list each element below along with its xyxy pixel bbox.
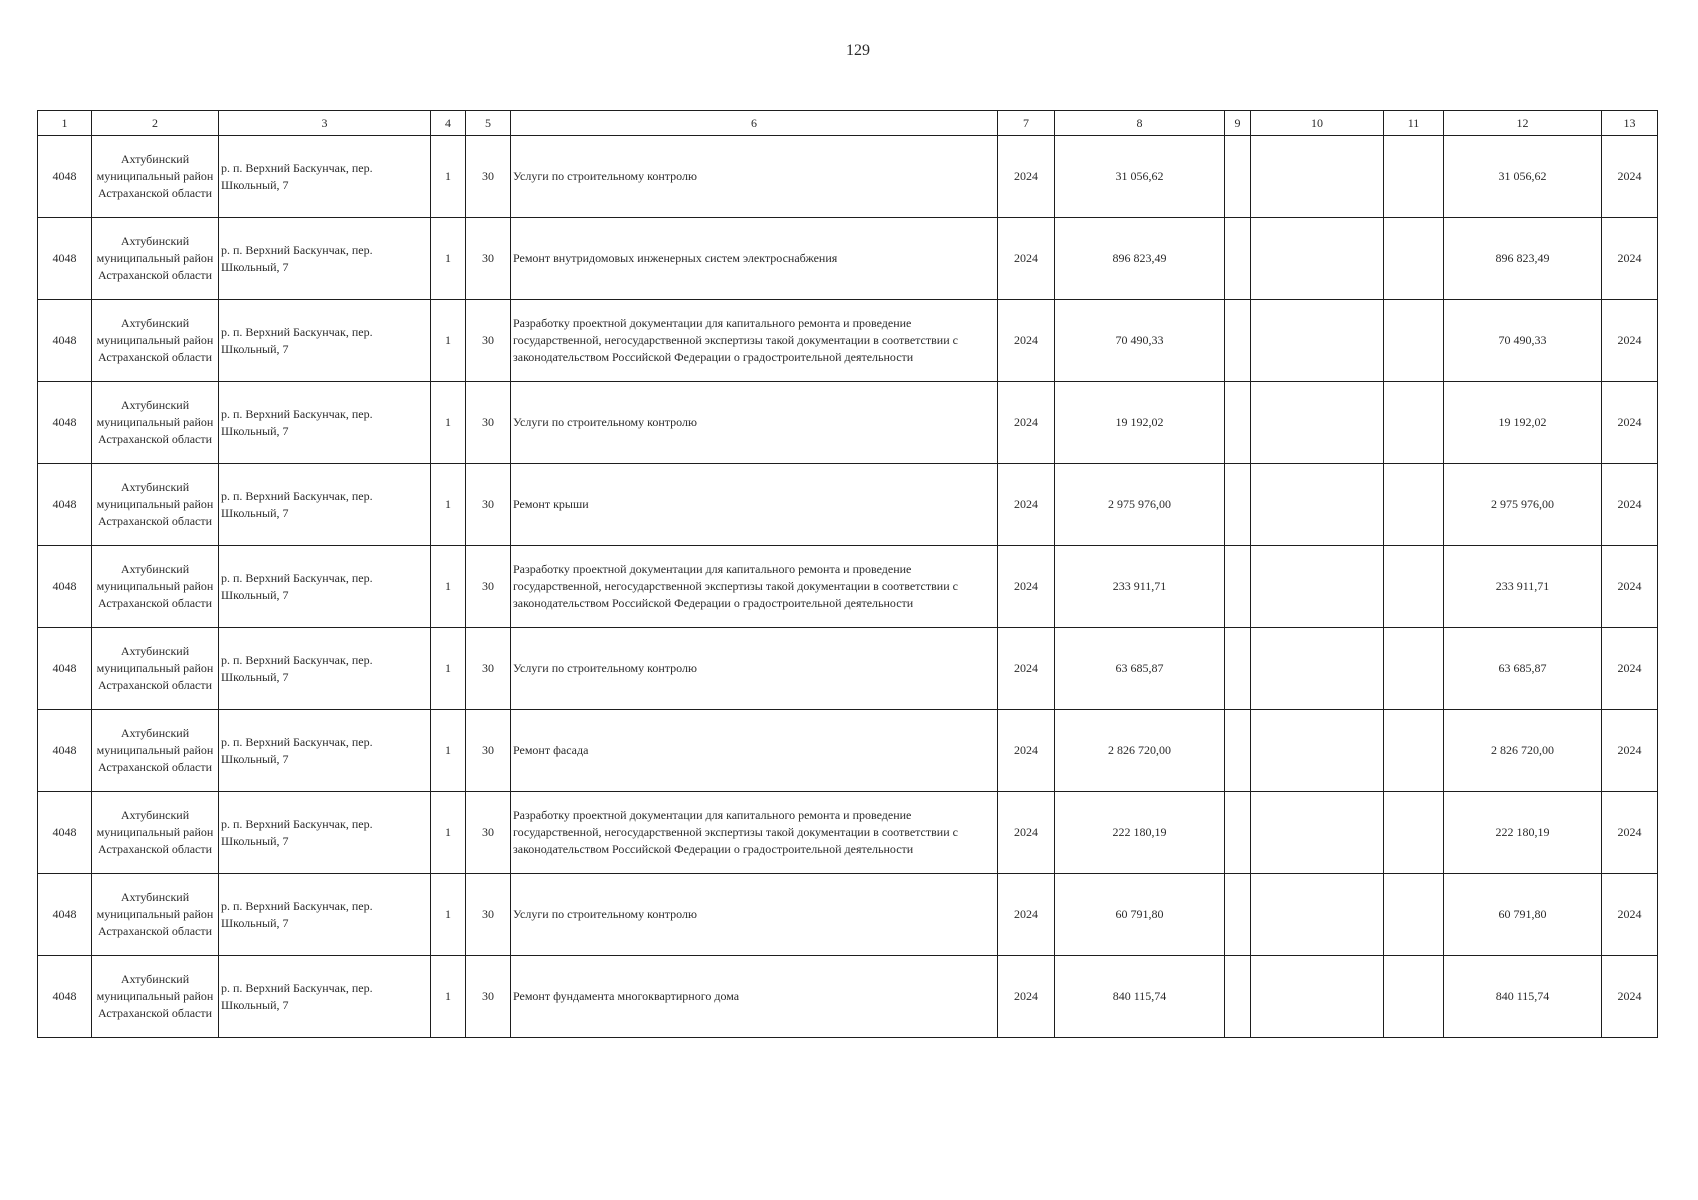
table-row (38, 136, 1658, 218)
completion-year-cell: 2024 (1602, 874, 1658, 956)
col5-cell: 30 (466, 218, 511, 300)
completion-year-cell: 2024 (1602, 136, 1658, 218)
total-cost-cell: 31 056,62 (1055, 136, 1225, 218)
object-code-cell: 4048 (38, 956, 92, 1038)
col11-cell (1384, 956, 1444, 1038)
year-cell: 2024 (998, 710, 1055, 792)
col4-cell: 1 (431, 382, 466, 464)
fund-cost-cell: 840 115,74 (1444, 956, 1602, 1038)
col5-cell: 30 (466, 792, 511, 874)
municipality-cell: Ахтубинский муниципальный район Астраханской области (92, 956, 219, 1038)
col11-cell (1384, 300, 1444, 382)
object-code-cell: 4048 (38, 546, 92, 628)
completion-year-cell: 2024 (1602, 792, 1658, 874)
object-code-cell: 4048 (38, 382, 92, 464)
col9-cell (1225, 300, 1251, 382)
col9-cell (1225, 628, 1251, 710)
col11-cell (1384, 218, 1444, 300)
table-row (38, 874, 1658, 956)
work-type-cell: Разработку проектной документации для капитального ремонта и проведение государственной, негосударственной экспертизы такой документации в соответствии с законодательством Российской Федерации о градостроительной деятельности (511, 300, 998, 382)
total-cost-cell: 63 685,87 (1055, 628, 1225, 710)
object-code-cell: 4048 (38, 874, 92, 956)
col4-cell: 1 (431, 874, 466, 956)
work-type-cell: Услуги по строительному контролю (511, 136, 998, 218)
year-cell: 2024 (998, 956, 1055, 1038)
total-cost-cell: 19 192,02 (1055, 382, 1225, 464)
page-number: 129 (846, 42, 870, 59)
object-code-cell: 4048 (38, 300, 92, 382)
col10-cell (1251, 628, 1384, 710)
municipality-cell: Ахтубинский муниципальный район Астраханской области (92, 464, 219, 546)
work-type-cell: Ремонт фундамента многоквартирного дома (511, 956, 998, 1038)
work-type-cell: Ремонт фасада (511, 710, 998, 792)
work-type-cell: Услуги по строительному контролю (511, 628, 998, 710)
work-type-cell: Услуги по строительному контролю (511, 382, 998, 464)
col10-cell (1251, 710, 1384, 792)
completion-year-cell: 2024 (1602, 546, 1658, 628)
municipality-cell: Ахтубинский муниципальный район Астраханской области (92, 874, 219, 956)
column-header-3: 3 (219, 111, 431, 136)
table-row (38, 628, 1658, 710)
year-cell: 2024 (998, 300, 1055, 382)
total-cost-cell: 233 911,71 (1055, 546, 1225, 628)
address-cell: р. п. Верхний Баскунчак, пер. Школьный, 7 (219, 546, 431, 628)
col4-cell: 1 (431, 628, 466, 710)
col5-cell: 30 (466, 956, 511, 1038)
table-body (38, 136, 1658, 1038)
object-code-cell: 4048 (38, 464, 92, 546)
municipality-cell: Ахтубинский муниципальный район Астраханской области (92, 792, 219, 874)
col9-cell (1225, 546, 1251, 628)
column-header-7: 7 (998, 111, 1055, 136)
work-type-cell: Разработку проектной документации для капитального ремонта и проведение государственной, негосударственной экспертизы такой документации в соответствии с законодательством Российской Федерации о градостроительной деятельности (511, 546, 998, 628)
year-cell: 2024 (998, 792, 1055, 874)
municipality-cell: Ахтубинский муниципальный район Астраханской области (92, 136, 219, 218)
total-cost-cell: 222 180,19 (1055, 792, 1225, 874)
col4-cell: 1 (431, 710, 466, 792)
address-cell: р. п. Верхний Баскунчак, пер. Школьный, 7 (219, 710, 431, 792)
year-cell: 2024 (998, 218, 1055, 300)
table-row (38, 792, 1658, 874)
completion-year-cell: 2024 (1602, 382, 1658, 464)
total-cost-cell: 840 115,74 (1055, 956, 1225, 1038)
col4-cell: 1 (431, 464, 466, 546)
col10-cell (1251, 792, 1384, 874)
col11-cell (1384, 628, 1444, 710)
table-row (38, 546, 1658, 628)
col5-cell: 30 (466, 874, 511, 956)
col11-cell (1384, 382, 1444, 464)
col9-cell (1225, 792, 1251, 874)
municipality-cell: Ахтубинский муниципальный район Астраханской области (92, 382, 219, 464)
table-row (38, 464, 1658, 546)
col9-cell (1225, 874, 1251, 956)
col10-cell (1251, 464, 1384, 546)
col11-cell (1384, 874, 1444, 956)
object-code-cell: 4048 (38, 792, 92, 874)
fund-cost-cell: 233 911,71 (1444, 546, 1602, 628)
work-type-cell: Услуги по строительному контролю (511, 874, 998, 956)
address-cell: р. п. Верхний Баскунчак, пер. Школьный, 7 (219, 136, 431, 218)
fund-cost-cell: 19 192,02 (1444, 382, 1602, 464)
object-code-cell: 4048 (38, 710, 92, 792)
col5-cell: 30 (466, 464, 511, 546)
completion-year-cell: 2024 (1602, 956, 1658, 1038)
col10-cell (1251, 218, 1384, 300)
column-header-12: 12 (1444, 111, 1602, 136)
column-header-6: 6 (511, 111, 998, 136)
year-cell: 2024 (998, 382, 1055, 464)
col9-cell (1225, 218, 1251, 300)
header-row (38, 111, 1658, 136)
municipality-cell: Ахтубинский муниципальный район Астраханской области (92, 628, 219, 710)
fund-cost-cell: 2 826 720,00 (1444, 710, 1602, 792)
completion-year-cell: 2024 (1602, 710, 1658, 792)
municipality-cell: Ахтубинский муниципальный район Астраханской области (92, 710, 219, 792)
total-cost-cell: 2 826 720,00 (1055, 710, 1225, 792)
address-cell: р. п. Верхний Баскунчак, пер. Школьный, 7 (219, 956, 431, 1038)
municipality-cell: Ахтубинский муниципальный район Астраханской области (92, 218, 219, 300)
fund-cost-cell: 31 056,62 (1444, 136, 1602, 218)
table-row (38, 382, 1658, 464)
municipality-cell: Ахтубинский муниципальный район Астраханской области (92, 546, 219, 628)
col4-cell: 1 (431, 218, 466, 300)
fund-cost-cell: 60 791,80 (1444, 874, 1602, 956)
year-cell: 2024 (998, 546, 1055, 628)
col5-cell: 30 (466, 136, 511, 218)
col9-cell (1225, 382, 1251, 464)
object-code-cell: 4048 (38, 218, 92, 300)
fund-cost-cell: 70 490,33 (1444, 300, 1602, 382)
col5-cell: 30 (466, 628, 511, 710)
year-cell: 2024 (998, 464, 1055, 546)
col5-cell: 30 (466, 710, 511, 792)
col5-cell: 30 (466, 300, 511, 382)
address-cell: р. п. Верхний Баскунчак, пер. Школьный, 7 (219, 464, 431, 546)
completion-year-cell: 2024 (1602, 464, 1658, 546)
col9-cell (1225, 464, 1251, 546)
completion-year-cell: 2024 (1602, 628, 1658, 710)
col5-cell: 30 (466, 382, 511, 464)
col9-cell (1225, 710, 1251, 792)
total-cost-cell: 70 490,33 (1055, 300, 1225, 382)
completion-year-cell: 2024 (1602, 218, 1658, 300)
address-cell: р. п. Верхний Баскунчак, пер. Школьный, 7 (219, 792, 431, 874)
col11-cell (1384, 136, 1444, 218)
column-header-10: 10 (1251, 111, 1384, 136)
total-cost-cell: 2 975 976,00 (1055, 464, 1225, 546)
table-row (38, 218, 1658, 300)
col10-cell (1251, 874, 1384, 956)
work-type-cell: Ремонт внутридомовых инженерных систем электроснабжения (511, 218, 998, 300)
work-type-cell: Разработку проектной документации для капитального ремонта и проведение государственной, негосударственной экспертизы такой документации в соответствии с законодательством Российской Федерации о градостроительной деятельности (511, 792, 998, 874)
table-row (38, 300, 1658, 382)
col11-cell (1384, 546, 1444, 628)
object-code-cell: 4048 (38, 628, 92, 710)
col5-cell: 30 (466, 546, 511, 628)
col4-cell: 1 (431, 956, 466, 1038)
col10-cell (1251, 546, 1384, 628)
column-header-2: 2 (92, 111, 219, 136)
fund-cost-cell: 896 823,49 (1444, 218, 1602, 300)
address-cell: р. п. Верхний Баскунчак, пер. Школьный, 7 (219, 382, 431, 464)
fund-cost-cell: 2 975 976,00 (1444, 464, 1602, 546)
col9-cell (1225, 956, 1251, 1038)
col9-cell (1225, 136, 1251, 218)
address-cell: р. п. Верхний Баскунчак, пер. Школьный, 7 (219, 300, 431, 382)
year-cell: 2024 (998, 628, 1055, 710)
col10-cell (1251, 382, 1384, 464)
column-header-5: 5 (466, 111, 511, 136)
address-cell: р. п. Верхний Баскунчак, пер. Школьный, 7 (219, 218, 431, 300)
column-header-1: 1 (38, 111, 92, 136)
object-code-cell: 4048 (38, 136, 92, 218)
column-header-11: 11 (1384, 111, 1444, 136)
year-cell: 2024 (998, 874, 1055, 956)
completion-year-cell: 2024 (1602, 300, 1658, 382)
table-row (38, 956, 1658, 1038)
column-header-4: 4 (431, 111, 466, 136)
col10-cell (1251, 300, 1384, 382)
address-cell: р. п. Верхний Баскунчак, пер. Школьный, 7 (219, 874, 431, 956)
col4-cell: 1 (431, 792, 466, 874)
work-type-cell: Ремонт крыши (511, 464, 998, 546)
fund-cost-cell: 222 180,19 (1444, 792, 1602, 874)
column-header-9: 9 (1225, 111, 1251, 136)
table-header (38, 111, 1658, 136)
col11-cell (1384, 464, 1444, 546)
fund-cost-cell: 63 685,87 (1444, 628, 1602, 710)
column-header-13: 13 (1602, 111, 1658, 136)
capital-repair-table (37, 110, 1658, 1038)
col4-cell: 1 (431, 546, 466, 628)
table-row (38, 710, 1658, 792)
col4-cell: 1 (431, 136, 466, 218)
year-cell: 2024 (998, 136, 1055, 218)
total-cost-cell: 60 791,80 (1055, 874, 1225, 956)
col10-cell (1251, 136, 1384, 218)
col11-cell (1384, 792, 1444, 874)
address-cell: р. п. Верхний Баскунчак, пер. Школьный, 7 (219, 628, 431, 710)
col10-cell (1251, 956, 1384, 1038)
col4-cell: 1 (431, 300, 466, 382)
total-cost-cell: 896 823,49 (1055, 218, 1225, 300)
column-header-8: 8 (1055, 111, 1225, 136)
municipality-cell: Ахтубинский муниципальный район Астраханской области (92, 300, 219, 382)
col11-cell (1384, 710, 1444, 792)
